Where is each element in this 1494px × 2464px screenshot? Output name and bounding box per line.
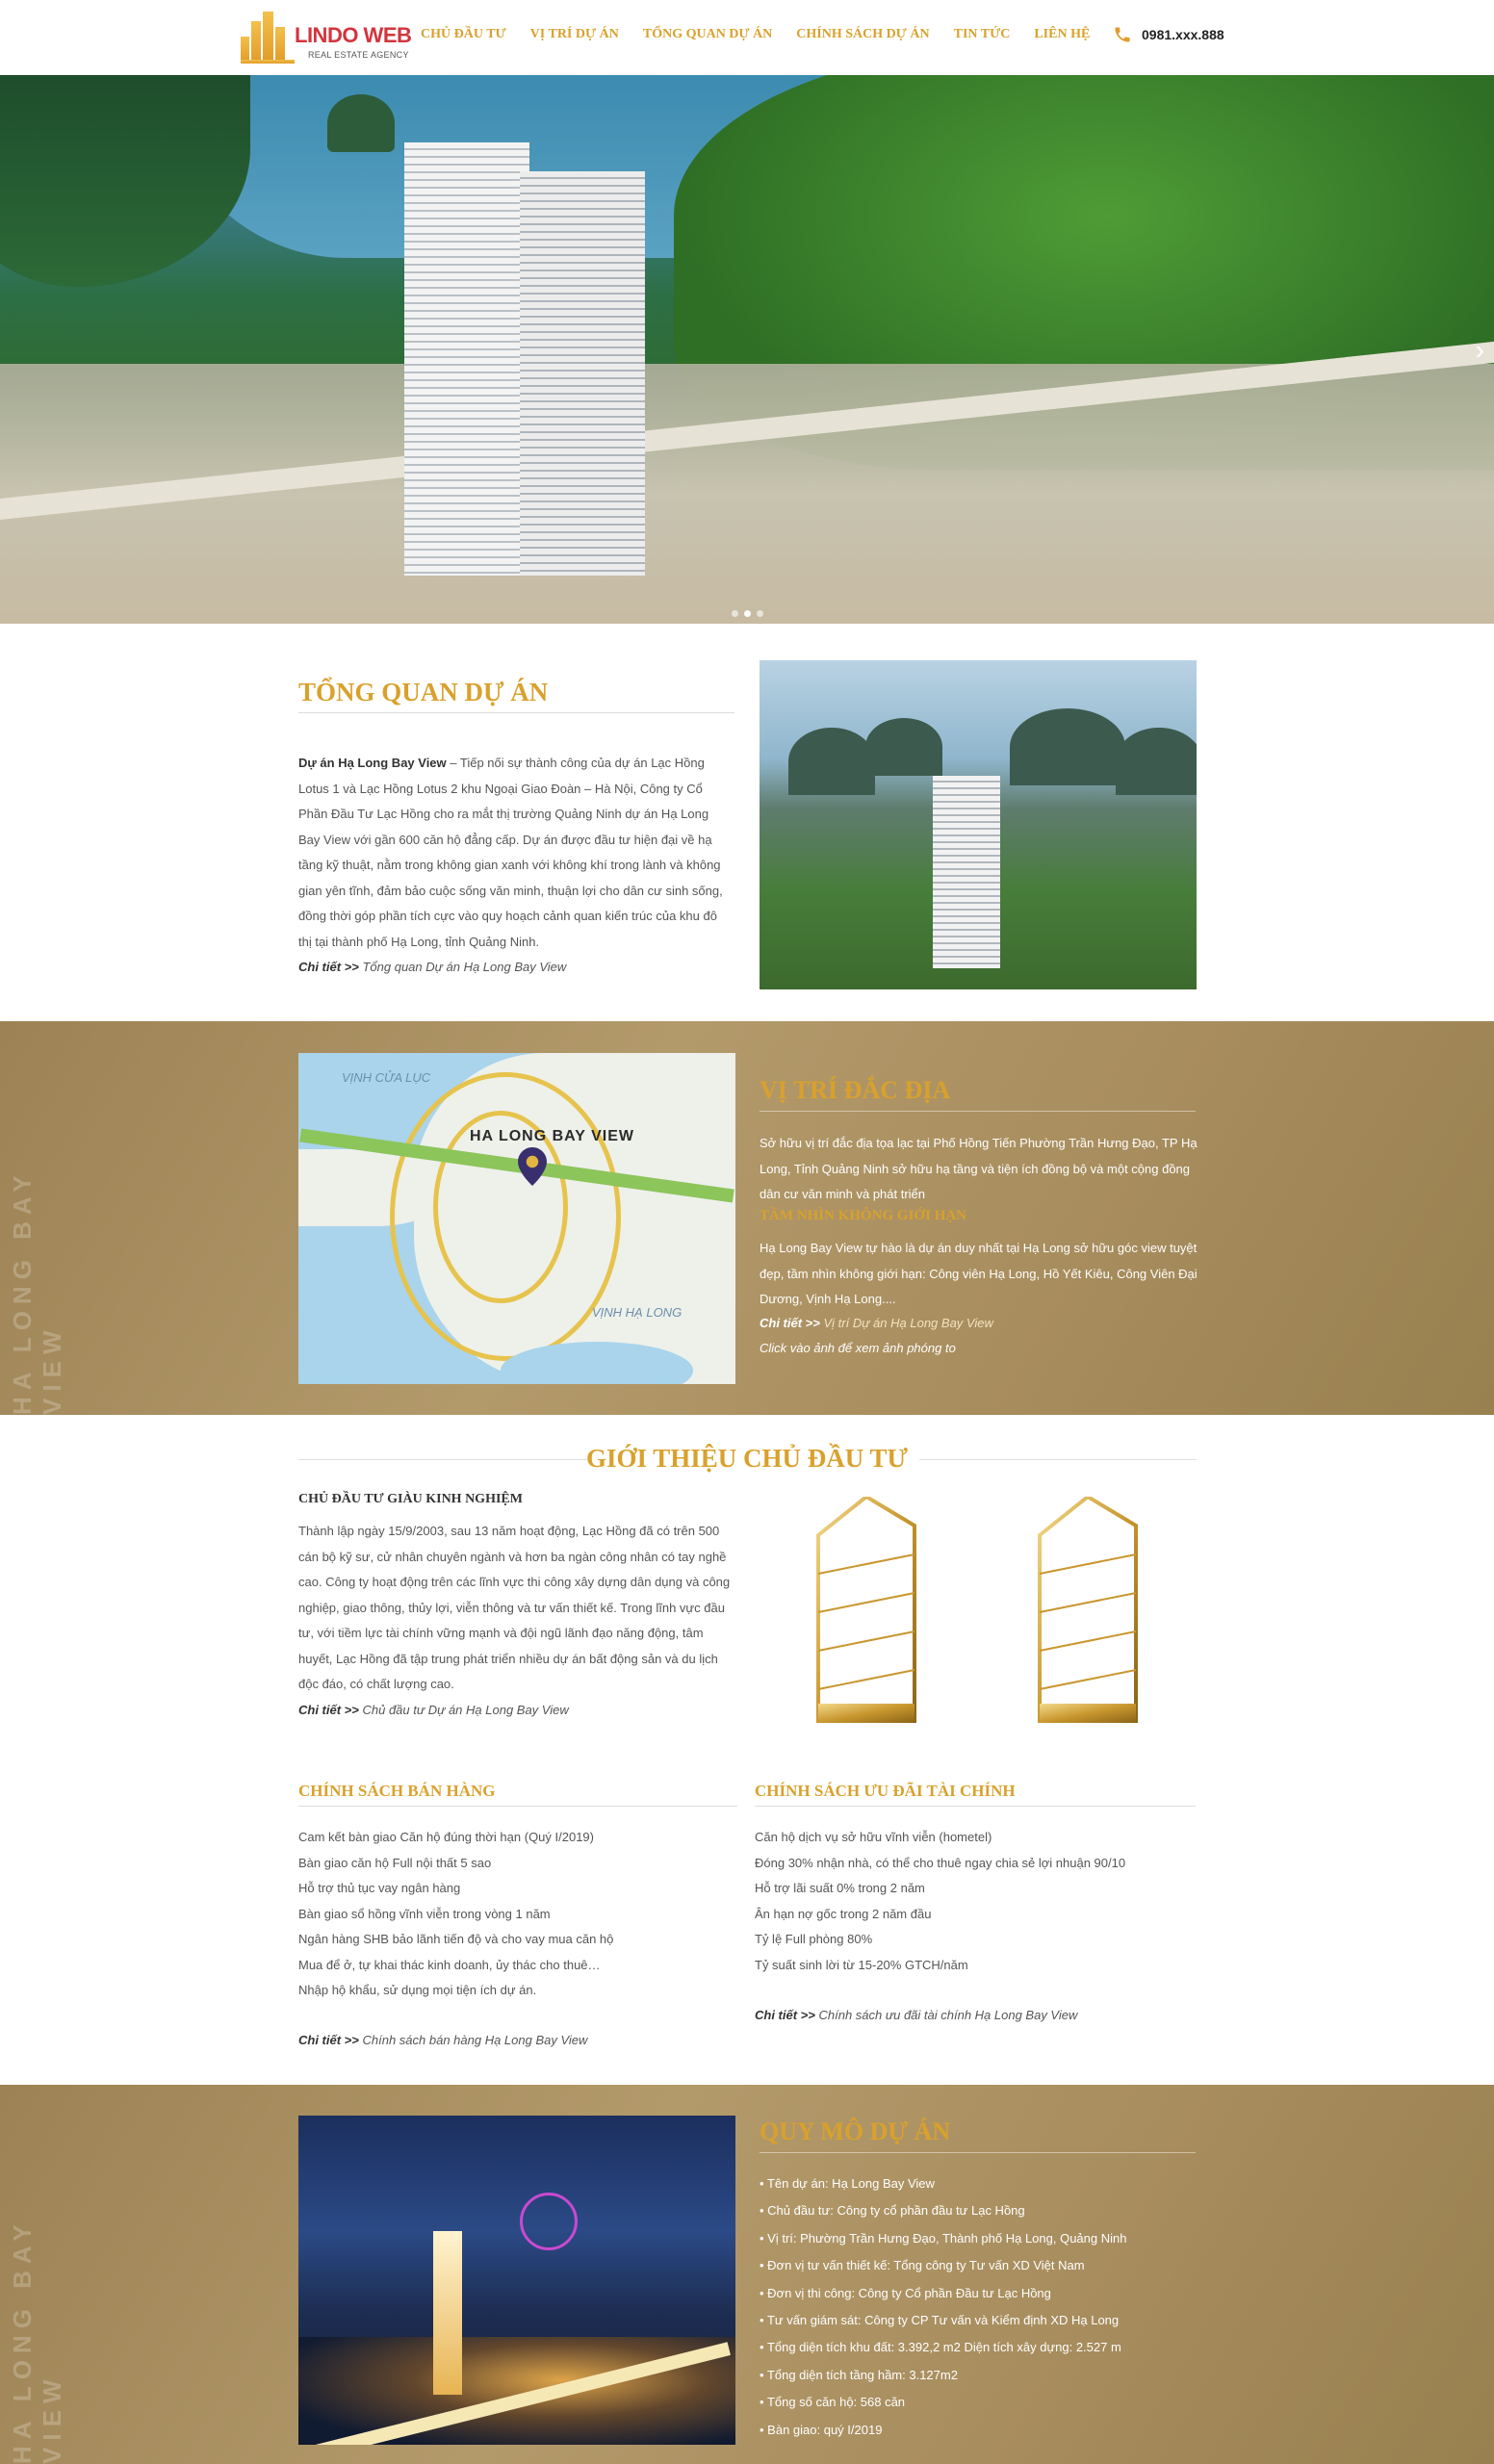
list-item: • Tên dự án: Hạ Long Bay View — [760, 2170, 1126, 2197]
nav-item-overview[interactable]: TỔNG QUAN DỰ ÁN — [642, 27, 773, 41]
overview-title: TỔNG QUAN DỰ ÁN — [298, 678, 549, 706]
list-item: • Bàn giao: quý I/2019 — [760, 2417, 1126, 2444]
overview-body: – Tiếp nối sự thành công của dự án Lạc Hồng Lotus 1 và Lạc Hồng Lotus 2 khu Ngoại Giao Đoàn – Hà Nội, Công ty Cổ Phần Đầu Tư Lạc Hồng cho ra mắt thị trường Quảng Ninh dự án Hạ Long Bay View với gần 600 căn hộ đẳng cấp. Dự án được đầu tư hiện đại về hạ tầng kỹ thuật, nằm trong không gian xanh với không khí trong lành và không gian yên tĩnh, đảm bảo cuộc sống văn minh, thuận lợi cho dân cư sinh sống, đồng thời góp phần tích cực vào quy hoạch cảnh quan kiến trúc của khu đô thị tại thành phố Hạ Long, tỉnh Quảng Ninh. — [298, 756, 723, 949]
gold-building-icon — [809, 1497, 924, 1723]
sales-policy-list — [298, 1825, 613, 2004]
list-item: • Chủ đầu tư: Công ty cổ phần đầu tư Lạc Hồng — [760, 2197, 1126, 2224]
brand-name: LINDO WEB — [295, 23, 412, 47]
map-label-ha-long: VỊNH HẠ LONG — [592, 1305, 683, 1320]
divider — [760, 2152, 1196, 2153]
list-item: • Tư vấn giám sát: Công ty CP Tư vấn và Kiểm định XD Hạ Long — [760, 2307, 1126, 2334]
list-item: Ngân hàng SHB bảo lãnh tiến độ và cho vay mua căn hộ — [298, 1932, 614, 1946]
overview-text: Dự án Hạ Long Bay View – Tiếp nối sự thành công của dự án Lạc Hồng Lotus 1 và Lạc Hồng Lotus 2 khu Ngoại Giao Đoàn – Hà Nội, Công ty Cổ Phần Đầu Tư Lạc Hồng cho ra mắt thị trường Quảng Ninh dự án Hạ Long Bay View với gần 600 căn hộ đẳng cấp. Dự án được đầu tư hiện đại về hạ tầng kỹ thuật, nằm trong không gian xanh với không khí trong lành và không gian yên tĩnh, đảm bảo cuộc sống văn minh, thuận lợi cho dân cư sinh sống, đồng thời góp phần tích cực vào quy hoạch cảnh quan kiến trúc của khu đô thị tại thành phố Hạ Long, tỉnh Quảng Ninh. Chi tiết >> Tổng quan Dự án Hạ Long Bay View — [298, 756, 723, 974]
divider — [755, 1806, 1196, 1807]
investor-subtitle: CHỦ ĐẦU TƯ GIÀU KINH NGHIỆM — [298, 1492, 523, 1506]
map-title: HA LONG BAY VIEW — [470, 1128, 634, 1144]
gold-building-icon — [1030, 1497, 1146, 1723]
logo-mark-icon — [241, 12, 295, 64]
nav-item-investor[interactable]: CHỦ ĐẦU TƯ — [421, 27, 506, 41]
divider — [298, 1806, 737, 1807]
list-item: Căn hộ dịch vụ sở hữu vĩnh viễn (hometel) — [755, 1830, 992, 1844]
logo[interactable] — [241, 10, 414, 65]
brand-tagline: REAL ESTATE AGENCY — [308, 50, 409, 60]
phone-number: 0981.xxx.888 — [1142, 27, 1224, 42]
location-text: Sở hữu vị trí đắc địa tọa lạc tại Phố Hồng Tiến Phường Trần Hưng Đạo, TP Hạ Long, Tỉnh Quảng Ninh sở hữu hạ tầng và tiện ích đồng bộ và một cộng đồng dân cư văn minh và phát triển — [760, 1136, 1198, 1201]
scale-photo[interactable] — [298, 2116, 735, 2445]
list-item: Bàn giao căn hộ Full nội thất 5 sao — [298, 1855, 492, 1870]
slider-dots[interactable] — [732, 610, 763, 617]
list-item: Bàn giao sổ hồng vĩnh viễn trong vòng 1 năm — [298, 1906, 551, 1921]
overview-photo[interactable] — [760, 660, 1197, 989]
list-item: Cam kết bàn giao Căn hộ đúng thời hạn (Quý I/2019) — [298, 1830, 594, 1844]
divider — [760, 1111, 1196, 1112]
nav-item-location[interactable]: VỊ TRÍ DỰ ÁN — [529, 27, 619, 41]
divider — [298, 712, 734, 713]
list-item: Tỷ lệ Full phòng 80% — [755, 1932, 873, 1946]
nav-item-news[interactable]: TIN TỨC — [953, 27, 1011, 41]
finance-policy-more-link[interactable]: Chính sách ưu đãi tài chính Hạ Long Bay View — [818, 2008, 1078, 2022]
sales-policy-more-link[interactable]: Chính sách bán hàng Hạ Long Bay View — [362, 2033, 588, 2047]
location-subtitle: TẦM NHÌN KHÔNG GIỚI HẠN — [760, 1208, 967, 1223]
list-item: • Đơn vị thi công: Công ty Cổ phần Đầu tư Lạc Hồng — [760, 2280, 1126, 2307]
main-nav — [421, 27, 1114, 42]
location-more-link[interactable]: Vị trí Dự án Hạ Long Bay View — [823, 1316, 993, 1330]
scale-title: QUY MÔ DỰ ÁN — [760, 2118, 951, 2145]
location-section — [0, 1021, 1494, 1415]
scale-list — [760, 2170, 1126, 2444]
list-item: Nhập hộ khẩu, sử dụng mọi tiện ích dự án. — [298, 1983, 537, 1997]
sales-policy-title: CHÍNH SÁCH BÁN HÀNG — [298, 1782, 496, 1800]
location-hint: Click vào ảnh để xem ảnh phóng to — [760, 1341, 956, 1355]
investor-title: GIỚI THIỆU CHỦ ĐẦU TƯ — [585, 1444, 909, 1473]
list-item: Hỗ trợ thủ tục vay ngân hàng — [298, 1881, 461, 1895]
map-label-cua-luc: VỊNH CỬA LỤC — [342, 1070, 431, 1085]
finance-policy-list — [755, 1825, 1125, 1978]
investor-text: Thành lập ngày 15/9/2003, sau 13 năm hoạt động, Lạc Hồng đã có trên 500 cán bộ kỹ sư, cử nhân chuyên ngành và hơn ba ngàn công nhân có tay nghề cao. Công ty hoạt động trên các lĩnh vực thi công xây dựng dân dụng và công nghiệp, giao thông, thủy lợi, viễn thông và tư vấn thiết kế. Trong lĩnh vực đầu tư, với tiềm lực tài chính vững mạnh và đội ngũ lãnh đạo năng động, tâm huyết, Lạc Hồng đã tập trung phát triển nhiều dự án bất động sản và du lịch độc đáo, có chất lượng cao. Chi tiết >> Chủ đầu tư Dự án Hạ Long Bay View — [298, 1524, 731, 1717]
location-title: VỊ TRÍ ĐẮC ĐỊA — [760, 1076, 951, 1104]
list-item: Đóng 30% nhận nhà, có thể cho thuê ngay chia sẻ lợi nhuận 90/10 — [755, 1855, 1126, 1870]
site-header — [0, 0, 1494, 75]
slider-next-icon[interactable]: › — [1475, 335, 1484, 365]
location-text-2: Hạ Long Bay View tự hào là dự án duy nhất tại Hạ Long sở hữu góc view tuyệt đẹp, tầm nhìn không giới hạn: Công viên Hạ Long, Hồ Yết Kiêu, Công Viên Đại Dương, Vịnh Hạ Long.... — [760, 1241, 1198, 1306]
list-item: Hỗ trợ lãi suất 0% trong 2 năm — [755, 1881, 925, 1895]
list-item: Mua để ở, tự khai thác kinh doanh, ủy thác cho thuê… — [298, 1957, 601, 1972]
scale-section — [0, 2085, 1494, 2464]
map-pin-icon — [518, 1147, 547, 1186]
list-item: Tỷ suất sinh lời từ 15-20% GTCH/năm — [755, 1957, 968, 1972]
list-item: • Đơn vị tư vấn thiết kế: Tổng công ty Tư vấn XD Việt Nam — [760, 2252, 1126, 2279]
phone-icon — [1113, 25, 1132, 44]
nav-item-contact[interactable]: LIÊN HỆ — [1034, 27, 1091, 41]
overview-more-link[interactable]: Tổng quan Dự án Hạ Long Bay View — [362, 960, 567, 974]
phone-contact[interactable] — [1113, 25, 1224, 44]
list-item: • Tổng số căn hộ: 568 căn — [760, 2389, 1126, 2416]
list-item: • Tổng diện tích tầng hầm: 3.127m2 — [760, 2362, 1126, 2389]
finance-policy-title: CHÍNH SÁCH ƯU ĐÃI TÀI CHÍNH — [755, 1782, 1016, 1800]
side-watermark: HA LONG BAY VIEW — [8, 1168, 66, 1415]
list-item: • Tổng diện tích khu đất: 3.392,2 m2 Diện tích xây dựng: 2.527 m — [760, 2334, 1126, 2361]
hero-slider[interactable] — [0, 75, 1494, 624]
investor-more-link[interactable]: Chủ đầu tư Dự án Hạ Long Bay View — [362, 1702, 569, 1717]
side-watermark: HA LONG BAY VIEW — [8, 2218, 66, 2464]
location-map[interactable] — [298, 1053, 735, 1384]
list-item: • Vị trí: Phường Trần Hưng Đạo, Thành phố Hạ Long, Quảng Ninh — [760, 2225, 1126, 2252]
nav-item-policy[interactable]: CHÍNH SÁCH DỰ ÁN — [796, 27, 930, 41]
list-item: Ân hạn nợ gốc trong 2 năm đầu — [755, 1906, 932, 1921]
overview-lead: Dự án Hạ Long Bay View — [298, 756, 447, 770]
hero-tower — [404, 142, 529, 576]
